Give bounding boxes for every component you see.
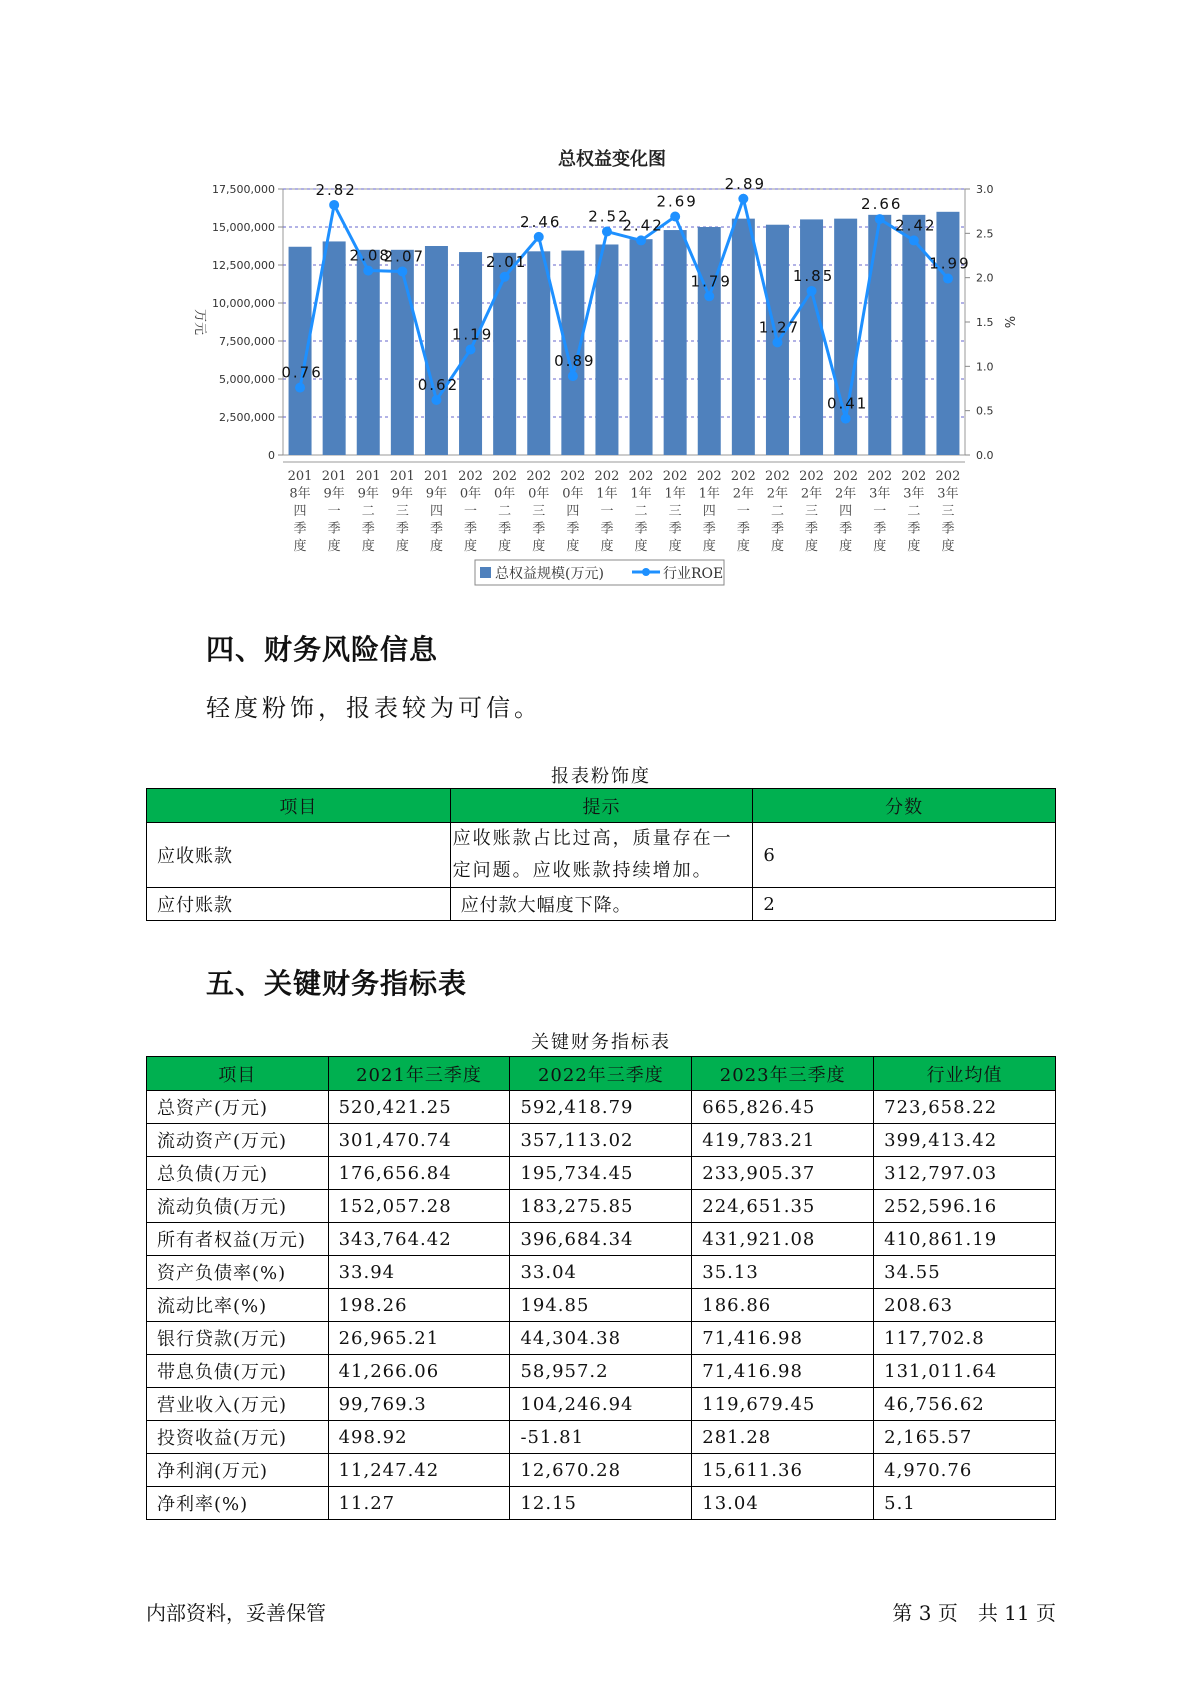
equity-bar xyxy=(493,253,516,455)
indicator-value-cell: 233,905.37 xyxy=(692,1157,874,1190)
roe-point xyxy=(875,214,885,224)
roe-point xyxy=(363,266,373,276)
table-header-row xyxy=(147,1057,1056,1091)
score-cell: 2 xyxy=(753,888,1056,921)
indicator-name-cell: 资产负债率(%) xyxy=(147,1256,329,1289)
x-tick-label: 202 0年二季度 xyxy=(492,469,518,554)
legend-bar-label: 总权益规模(万元) xyxy=(495,566,604,582)
equity-bar xyxy=(595,244,618,455)
roe-data-label: 2.08 xyxy=(349,246,391,265)
indicator-value-cell: 431,921.08 xyxy=(692,1223,874,1256)
table-row xyxy=(147,1157,1056,1190)
table-row xyxy=(147,823,1056,888)
x-tick-label: 202 3年三季度 xyxy=(935,469,961,554)
column-header: 行业均值 xyxy=(874,1057,1056,1091)
indicator-value-cell: 723,658.22 xyxy=(874,1091,1056,1124)
equity-bar xyxy=(936,212,959,455)
indicator-value-cell: 152,057.28 xyxy=(328,1190,510,1223)
indicator-value-cell: 396,684.34 xyxy=(510,1223,692,1256)
roe-point xyxy=(534,232,544,242)
hint-cell: 应付款大幅度下降。 xyxy=(450,888,753,921)
column-header: 2022年三季度 xyxy=(510,1057,692,1091)
x-tick-label: 202 2年三季度 xyxy=(799,469,824,554)
indicator-value-cell: 5.1 xyxy=(874,1487,1056,1520)
column-header: 项目 xyxy=(147,789,451,823)
indicator-value-cell: 11.27 xyxy=(328,1487,510,1520)
indicator-value-cell: 58,957.2 xyxy=(510,1355,692,1388)
roe-point xyxy=(397,266,407,276)
equity-bar xyxy=(323,241,346,455)
indicator-name-cell: 银行贷款(万元) xyxy=(147,1322,329,1355)
indicator-name-cell: 所有者权益(万元) xyxy=(147,1223,329,1256)
roe-point xyxy=(466,344,476,354)
indicator-value-cell: 357,113.02 xyxy=(510,1124,692,1157)
window-dressing-table xyxy=(146,788,1056,921)
roe-data-label: 1.85 xyxy=(792,266,835,285)
roe-data-label: 1.19 xyxy=(451,325,494,344)
item-cell: 应付账款 xyxy=(147,888,451,921)
indicator-value-cell: 410,861.19 xyxy=(874,1223,1056,1256)
footer-confidential-note: 内部资料，妥善保管 xyxy=(146,1601,326,1625)
indicator-value-cell: 176,656.84 xyxy=(328,1157,510,1190)
x-tick-label: 202 2年四季度 xyxy=(833,469,859,554)
indicator-value-cell: 26,965.21 xyxy=(328,1322,510,1355)
equity-bar xyxy=(391,250,414,455)
roe-data-label: 1.99 xyxy=(929,254,971,273)
indicator-name-cell: 流动负债(万元) xyxy=(147,1190,329,1223)
indicator-value-cell: 11,247.42 xyxy=(328,1454,510,1487)
roe-data-label: 2.82 xyxy=(315,180,357,199)
indicator-name-cell: 带息负债(万元) xyxy=(147,1355,329,1388)
indicator-name-cell: 流动资产(万元) xyxy=(147,1124,329,1157)
x-tick-label: 202 3年二季度 xyxy=(901,469,927,554)
footer-page-number: 第 3 页 共 11 页 xyxy=(892,1601,1056,1625)
roe-data-label: 2.69 xyxy=(656,192,698,211)
x-tick-label: 202 0年一季度 xyxy=(458,469,483,554)
indicator-value-cell: 12.15 xyxy=(510,1487,692,1520)
indicator-name-cell: 净利润(万元) xyxy=(147,1454,329,1487)
roe-point xyxy=(670,211,680,221)
indicator-value-cell: 71,416.98 xyxy=(692,1355,874,1388)
table-caption-key-indicators: 关键财务指标表 xyxy=(531,1032,671,1053)
roe-data-label: 1.27 xyxy=(758,318,801,337)
table-row xyxy=(147,1091,1056,1124)
y-right-tick-label: 3.0 xyxy=(976,183,994,196)
indicator-value-cell: 281.28 xyxy=(692,1421,874,1454)
indicator-value-cell: 301,470.74 xyxy=(328,1124,510,1157)
roe-point xyxy=(909,235,919,245)
indicator-value-cell: 33.94 xyxy=(328,1256,510,1289)
indicator-value-cell: 4,970.76 xyxy=(874,1454,1056,1487)
equity-bar xyxy=(698,227,721,455)
indicator-value-cell: 41,266.06 xyxy=(328,1355,510,1388)
indicator-value-cell: 419,783.21 xyxy=(692,1124,874,1157)
y-left-tick-label: 10,000,000 xyxy=(212,297,275,310)
indicator-value-cell: 117,702.8 xyxy=(874,1322,1056,1355)
roe-data-label: 2.89 xyxy=(724,174,767,193)
roe-point xyxy=(943,274,953,284)
item-cell: 应收账款 xyxy=(147,823,451,888)
roe-point xyxy=(602,227,612,237)
table-row xyxy=(147,1487,1056,1520)
indicator-value-cell: 399,413.42 xyxy=(874,1124,1056,1157)
roe-point xyxy=(568,371,578,381)
x-tick-label: 202 2年一季度 xyxy=(730,469,756,554)
y-left-tick-label: 7,500,000 xyxy=(219,335,275,348)
equity-bar xyxy=(732,219,755,455)
roe-data-label: 2.42 xyxy=(895,216,937,235)
indicator-name-cell: 总资产(万元) xyxy=(147,1091,329,1124)
roe-point xyxy=(704,291,714,301)
roe-data-label: 2.42 xyxy=(622,216,664,235)
roe-point xyxy=(295,383,305,393)
table-row xyxy=(147,1124,1056,1157)
indicator-value-cell: 195,734.45 xyxy=(510,1157,692,1190)
indicator-value-cell: 131,011.64 xyxy=(874,1355,1056,1388)
roe-point xyxy=(636,235,646,245)
roe-point xyxy=(329,200,339,210)
x-tick-label: 201 9年二季度 xyxy=(355,469,381,554)
roe-data-label: 2.52 xyxy=(588,207,630,226)
indicator-value-cell: 46,756.62 xyxy=(874,1388,1056,1421)
y-right-tick-label: 2.0 xyxy=(976,271,994,285)
roe-point xyxy=(431,395,441,405)
equity-change-chart xyxy=(0,0,1191,600)
y-left-tick-label: 17,500,000 xyxy=(212,183,275,196)
indicator-value-cell: 99,769.3 xyxy=(328,1388,510,1421)
column-header: 项目 xyxy=(147,1057,329,1091)
column-header: 2023年三季度 xyxy=(692,1057,874,1091)
indicator-value-cell: 252,596.16 xyxy=(874,1190,1056,1223)
legend-bar-swatch xyxy=(480,567,491,578)
y-left-tick-label: 15,000,000 xyxy=(212,221,275,234)
roe-point xyxy=(738,194,748,204)
indicator-value-cell: 12,670.28 xyxy=(510,1454,692,1487)
x-tick-label: 202 1年二季度 xyxy=(628,469,654,554)
indicator-name-cell: 投资收益(万元) xyxy=(147,1421,329,1454)
indicator-value-cell: 498.92 xyxy=(328,1421,510,1454)
x-tick-label: 202 1年四季度 xyxy=(696,469,722,554)
indicator-value-cell: 186.86 xyxy=(692,1289,874,1322)
indicator-name-cell: 总负债(万元) xyxy=(147,1157,329,1190)
x-tick-label: 202 1年三季度 xyxy=(662,469,688,554)
indicator-value-cell: 104,246.94 xyxy=(510,1388,692,1421)
table-row xyxy=(147,1322,1056,1355)
table-row xyxy=(147,1355,1056,1388)
roe-data-label: 1.79 xyxy=(690,272,732,291)
x-tick-label: 202 3年一季度 xyxy=(867,469,893,554)
indicator-value-cell: 119,679.45 xyxy=(692,1388,874,1421)
x-tick-label: 202 0年三季度 xyxy=(526,469,552,554)
table-caption-window-dressing: 报表粉饰度 xyxy=(551,766,651,787)
equity-bar xyxy=(630,239,653,455)
indicator-value-cell: 665,826.45 xyxy=(692,1091,874,1124)
column-header: 提示 xyxy=(450,789,753,823)
indicator-value-cell: 33.04 xyxy=(510,1256,692,1289)
x-tick-label: 202 1年一季度 xyxy=(594,469,620,554)
indicator-value-cell: 520,421.25 xyxy=(328,1091,510,1124)
indicator-name-cell: 净利率(%) xyxy=(147,1487,329,1520)
y-right-axis-label: % xyxy=(1001,315,1016,329)
y-left-axis-label: 万元 xyxy=(192,308,207,336)
roe-data-label: 0.62 xyxy=(417,376,460,395)
x-tick-label: 201 9年一季度 xyxy=(321,469,347,554)
roe-point xyxy=(500,272,510,282)
indicator-value-cell: 183,275.85 xyxy=(510,1190,692,1223)
table-row xyxy=(147,1454,1056,1487)
indicator-value-cell: 71,416.98 xyxy=(692,1322,874,1355)
key-financial-indicators-table xyxy=(146,1056,1056,1520)
y-left-tick-label: 5,000,000 xyxy=(219,373,275,386)
column-header: 分数 xyxy=(753,789,1056,823)
equity-bar xyxy=(425,246,448,455)
table-row xyxy=(147,1190,1056,1223)
table-row xyxy=(147,1289,1056,1322)
column-header: 2021年三季度 xyxy=(328,1057,510,1091)
roe-data-label: 0.89 xyxy=(554,352,596,371)
risk-summary-paragraph: 轻度粉饰，报表较为可信。 xyxy=(206,694,542,722)
equity-bar xyxy=(664,230,687,455)
chart-title: 总权益变化图 xyxy=(558,149,666,170)
y-right-tick-label: 1.0 xyxy=(976,360,994,374)
y-right-tick-label: 2.5 xyxy=(976,227,994,241)
indicator-value-cell: 224,651.35 xyxy=(692,1190,874,1223)
table-row xyxy=(147,888,1056,921)
x-tick-label: 201 9年三季度 xyxy=(389,469,415,554)
table-header-row xyxy=(147,789,1056,823)
roe-point xyxy=(841,414,851,424)
table-row xyxy=(147,1388,1056,1421)
roe-data-label: 2.66 xyxy=(861,195,903,214)
indicator-value-cell: 194.85 xyxy=(510,1289,692,1322)
hint-cell: 应收账款占比过高，质量存在一定问题。应收账款持续增加。 xyxy=(450,823,753,888)
equity-bar xyxy=(800,219,823,455)
score-cell: 6 xyxy=(753,823,1056,888)
y-right-tick-label: 1.5 xyxy=(976,316,994,329)
x-tick-label: 202 0年四季度 xyxy=(560,469,586,554)
table-row xyxy=(147,1421,1056,1454)
roe-point xyxy=(807,286,817,296)
y-left-tick-label: 0 xyxy=(268,449,275,462)
indicator-value-cell: 592,418.79 xyxy=(510,1091,692,1124)
equity-bar xyxy=(357,250,380,455)
roe-data-label: 0.76 xyxy=(281,363,323,382)
indicator-value-cell: 208.63 xyxy=(874,1289,1056,1322)
legend-line-label: 行业ROE xyxy=(663,566,724,582)
indicator-value-cell: 312,797.03 xyxy=(874,1157,1056,1190)
roe-data-label: 2.01 xyxy=(485,252,528,271)
indicator-value-cell: 44,304.38 xyxy=(510,1322,692,1355)
indicator-value-cell: -51.81 xyxy=(510,1421,692,1454)
indicator-value-cell: 15,611.36 xyxy=(692,1454,874,1487)
roe-data-label: 2.46 xyxy=(520,212,562,231)
section-heading-financial-risk: 四、财务风险信息 xyxy=(206,633,439,666)
indicator-value-cell: 343,764.42 xyxy=(328,1223,510,1256)
y-right-tick-label: 0.0 xyxy=(976,449,994,462)
y-right-tick-label: 0.5 xyxy=(976,404,994,418)
equity-bar xyxy=(527,251,550,455)
indicator-value-cell: 13.04 xyxy=(692,1487,874,1520)
indicator-value-cell: 198.26 xyxy=(328,1289,510,1322)
table-row xyxy=(147,1223,1056,1256)
y-left-tick-label: 2,500,000 xyxy=(219,411,275,424)
indicator-name-cell: 流动比率(%) xyxy=(147,1289,329,1322)
legend-line-marker xyxy=(642,568,650,576)
roe-data-label: 2.07 xyxy=(383,247,426,266)
indicator-value-cell: 35.13 xyxy=(692,1256,874,1289)
y-left-tick-label: 12,500,000 xyxy=(212,259,275,272)
x-tick-label: 201 8年四季度 xyxy=(287,469,313,554)
x-tick-label: 202 2年二季度 xyxy=(765,469,790,554)
roe-data-label: 0.41 xyxy=(826,394,869,413)
indicator-value-cell: 2,165.57 xyxy=(874,1421,1056,1454)
table-row xyxy=(147,1256,1056,1289)
indicator-name-cell: 营业收入(万元) xyxy=(147,1388,329,1421)
section-heading-key-indicators: 五、关键财务指标表 xyxy=(206,967,468,1000)
roe-point xyxy=(772,337,782,347)
indicator-value-cell: 34.55 xyxy=(874,1256,1056,1289)
x-tick-label: 201 9年四季度 xyxy=(424,469,449,554)
equity-bar xyxy=(868,215,891,455)
